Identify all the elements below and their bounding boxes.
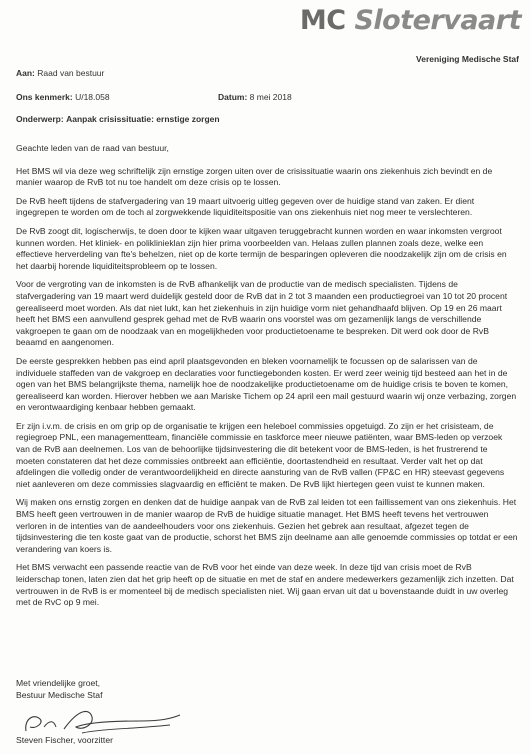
subject-label: Onderwerp: bbox=[16, 114, 64, 124]
to-value: Raad van bestuur bbox=[37, 68, 105, 78]
paragraph: De eerste gesprekken hebben pas eind april plaatsgevonden en bleken voornamelijk te focussen op de salarissen van de individuele staffeden van de vakgroep en declaraties voor functiegebonden kosten. Er werd zeer weinig tijd besteed aan het in de ogen van het BMS belangrijkste thema, namelijk hoe de noodzakelijke productietoename om de huidige crisis te boven te komen, gerealiseerd kan worden. Hierover hebben we aan Mariske Tichem op 24 april een mail gestuurd waarin wij onze verbazing, zorgen en verontwaardiging kenbaar hebben gemaakt. bbox=[16, 355, 517, 413]
paragraph: Het BMS wil via deze weg schriftelijk zijn ernstige zorgen uiten over de crisissituatie waarin ons ziekenhuis zich bevindt en de manier waarop de RvB tot nu toe handelt om deze crisis op te lossen. bbox=[16, 165, 493, 188]
logo-name: Slotervaart bbox=[354, 5, 521, 36]
to-label: Aan: bbox=[16, 68, 35, 78]
closing-greeting: Met vriendelijke groet, bbox=[16, 678, 101, 688]
subject-line bbox=[16, 114, 220, 124]
organization-name: Vereniging Medische Staf bbox=[416, 54, 519, 64]
logo bbox=[300, 6, 521, 36]
signatory: Steven Fischer, voorzitter bbox=[16, 735, 113, 745]
ref-value: U/18.058 bbox=[75, 92, 110, 102]
closing-org: Bestuur Medische Staf bbox=[16, 690, 103, 700]
letter-body bbox=[16, 143, 518, 616]
reference-line bbox=[16, 92, 110, 102]
subject-value: Aanpak crisissituatie: ernstige zorgen bbox=[66, 114, 220, 124]
to-line bbox=[16, 68, 104, 78]
paragraph: Er zijn i.v.m. de crisis en om grip op de organisatie te krijgen een heleboel commissies opgetuigd. Zo zijn er het crisisteam, de regiegroep PNL, een managementteam, financiële commissie en taskforce meer nieuwe patiënten, waar BMS-leden op verzoek van de RvB aan deelnemen. Los van de behoorlijke tijdsinvestering die dit betekent voor de BMS-leden, is het frustrerend te moeten constateren dat het deze commissies ontbreekt aan efficiëntie, doortastendheid en resultaat. Verder valt het op dat afdelingen die volledig onder de verantwoordelijkheid en directe aansturing van de RvB vallen (FP&C en HR) steevast gegevens niet aanleveren om deze commissies slagvaardig en efficiënt te maken. De RvB lijkt hiertegen geen vuist te kunnen maken. bbox=[16, 420, 505, 489]
date-label: Datum: bbox=[218, 92, 248, 102]
paragraph: Het BMS verwacht een passende reactie van de RvB voor het einde van deze week. In deze tijd van crisis moet de RvB leiderschap tonen, laten zien dat het grip heeft op de situatie en met de staf en andere medewerkers gezamenlijk zich inzetten. Dat vertrouwen in de RvB is er momenteel bij de medisch specialisten niet. Wij gaan ervan uit dat u bovenstaande duidt in uw overleg met de RvC op 9 mei. bbox=[16, 562, 514, 608]
logo-mc: MC bbox=[299, 5, 346, 36]
paragraph: Voor de vergroting van de inkomsten is de RvB afhankelijk van de productie van de medisch specialisten. Tijdens de stafvergadering van 19 maart werd duidelijk gesteld door de RvB dat in 2 tot 3 maanden een productiegroei van 10 tot 20 procent gerealiseerd moet worden. Als dat niet lukt, kan het ziekenhuis in zijn huidige vorm niet gehandhaafd blijven. Op 19 en 26 maart heeft het BMS een aanvullend gesprek gehad met de RvB waarin ons voorstel was om gezamenlijk langs de verschillende vakgroepen te gaan om de noodzaak van en mogelijkheden voor productietoename te bespreken. Dit werd ook door de RvB beaamd en aangenomen. bbox=[16, 279, 508, 348]
date-line bbox=[218, 92, 292, 102]
handwritten-signature bbox=[20, 705, 190, 739]
paragraph: Wij maken ons ernstig zorgen en denken dat de huidige aanpak van de RvB zal leiden tot een faillissement van ons ziekenhuis. Het BMS heeft geen vertrouwen in de manier waarop de RvB de huidige situatie managet. Het BMS heeft tevens het vertrouwen verloren in de intenties van de aandeelhouders voor ons ziekenhuis. Gezien het gebrek aan resultaat, afgezet tegen de tijdsinvestering die ten koste gaat van de productie, schorst het BMS zijn deelname aan alle genoemde commissies op totdat er een verandering van koers is. bbox=[16, 497, 518, 554]
paragraph: De RvB heeft tijdens de stafvergadering van 19 maart uitvoerig uitleg gegeven over de huidige stand van zaken. Er dient ingegrepen te worden om de toch al zorgwekkende liquiditeitspositie van ons ziekenhuis niet nog meer te verslechteren. bbox=[16, 195, 475, 218]
date-value: 8 mei 2018 bbox=[249, 92, 292, 102]
ref-label: Ons kenmerk: bbox=[16, 92, 73, 102]
salutation: Geachte leden van de raad van bestuur, bbox=[16, 143, 169, 153]
paragraph: De RvB zoogt dit, logischerwijs, te doen door te kijken waar uitgaven teruggebracht kunnen worden en waar inkomsten vergroot kunnen worden. Het kliniek- en poliklinieklan zijn hier prima voorbeelden van. Helaas zullen plannen zoals deze, welke een effectieve herverdeling van fte's behelzen, niet op de korte termijn de besparingen opleveren die noodzakelijk zijn om de crisis en het daarbij horende liquiditeitsprobleem op te lossen. bbox=[16, 225, 507, 271]
